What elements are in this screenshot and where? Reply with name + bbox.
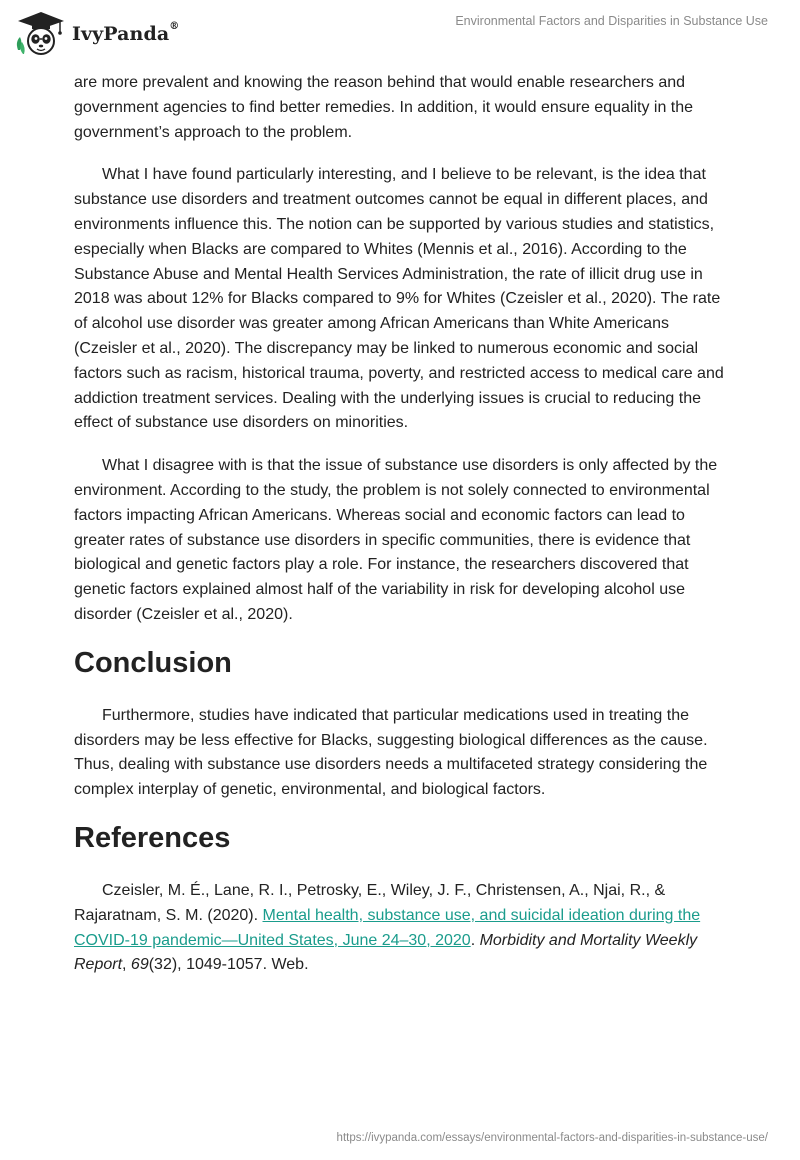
brand-name — [72, 23, 179, 45]
reference-entry — [74, 879, 734, 978]
reference-link[interactable]: Mental health, substance use, and suicidal ideation during the COVID-19 pandemic—United States, June 24–30, 2020 — [74, 906, 701, 949]
paragraph-continuation: are more prevalent and knowing the reason behind that would enable researchers and government agencies to find better remedies. In addition, it would ensure equality in the government’s approach to the problem. — [74, 74, 694, 141]
reference-journal: Morbidity and Mortality Weekly Report — [74, 931, 698, 974]
registered-mark: ® — [169, 21, 180, 32]
panda-graduate-icon — [14, 10, 68, 56]
reference-rest: (32), 1049-1057. Web. — [148, 956, 309, 974]
footer-url: https://ivypanda.com/essays/environmental-factors-and-disparities-in-substance-use/ — [336, 1132, 768, 1144]
paragraph-interesting: What I have found particularly interesting, and I believe to be relevant, is the idea that substance use disorders and treatment outcomes cannot be equal in different places, and environments influence this. The notion can be supported by various studies and statistics, especially when Blacks are compared to Whites (Mennis et al., 2016). According to the Substance Abuse and Mental Health Services Administration, the rate of illicit drug use in 2018 was about 12% for Blacks compared to 9% for Whites (Czeisler et al., 2020). The rate of alcohol use disorder was greater among African Americans than White Americans (Czeisler et al., 2020). The discrepancy may be linked to numerous economic and social factors such as racism, historical trauma, poverty, and restricted access to medical care and addiction treatment services. Dealing with the underlying issues is crucial to reducing the effect of substance use disorders on minorities. — [74, 166, 724, 432]
running-title: Environmental Factors and Disparities in Substance Use — [455, 14, 768, 28]
reference-after-link: . — [470, 931, 480, 949]
brand-text: IvyPanda — [72, 23, 170, 45]
conclusion-paragraph: Furthermore, studies have indicated that particular medications used in treating the disorders may be less effective for Blacks, suggesting biological differences as the cause. Thus, dealing with substance use disorders needs a multifaceted strategy considering the complex interplay of genetic, environmental, and biological factors. — [74, 706, 708, 799]
reference-sep: , — [122, 956, 131, 974]
page-header — [0, 0, 800, 70]
conclusion-heading: Conclusion — [74, 646, 232, 679]
reference-authors: Czeisler, M. É., Lane, R. I., Petrosky, E., Wiley, J. F., Christensen, A., Njai, R., & Rajaratnam, S. M. (2020). — [74, 881, 666, 924]
paragraph-disagree: What I disagree with is that the issue of substance use disorders is only affected by the environment. According to the study, the problem is not solely connected to environmental factors impacting African Americans. Whereas social and economic factors can lead to greater rates of substance use disorders in specific communities, there is evidence that biological and genetic factors play a role. For instance, the researchers discovered that genetic factors explained almost half of the variability in risk for developing alcohol use disorder (Czeisler et al., 2020). — [74, 457, 718, 623]
essay-content — [74, 71, 734, 996]
ivypanda-logo[interactable] — [14, 10, 179, 56]
references-heading: References — [74, 821, 231, 854]
reference-volume: 69 — [130, 956, 149, 974]
